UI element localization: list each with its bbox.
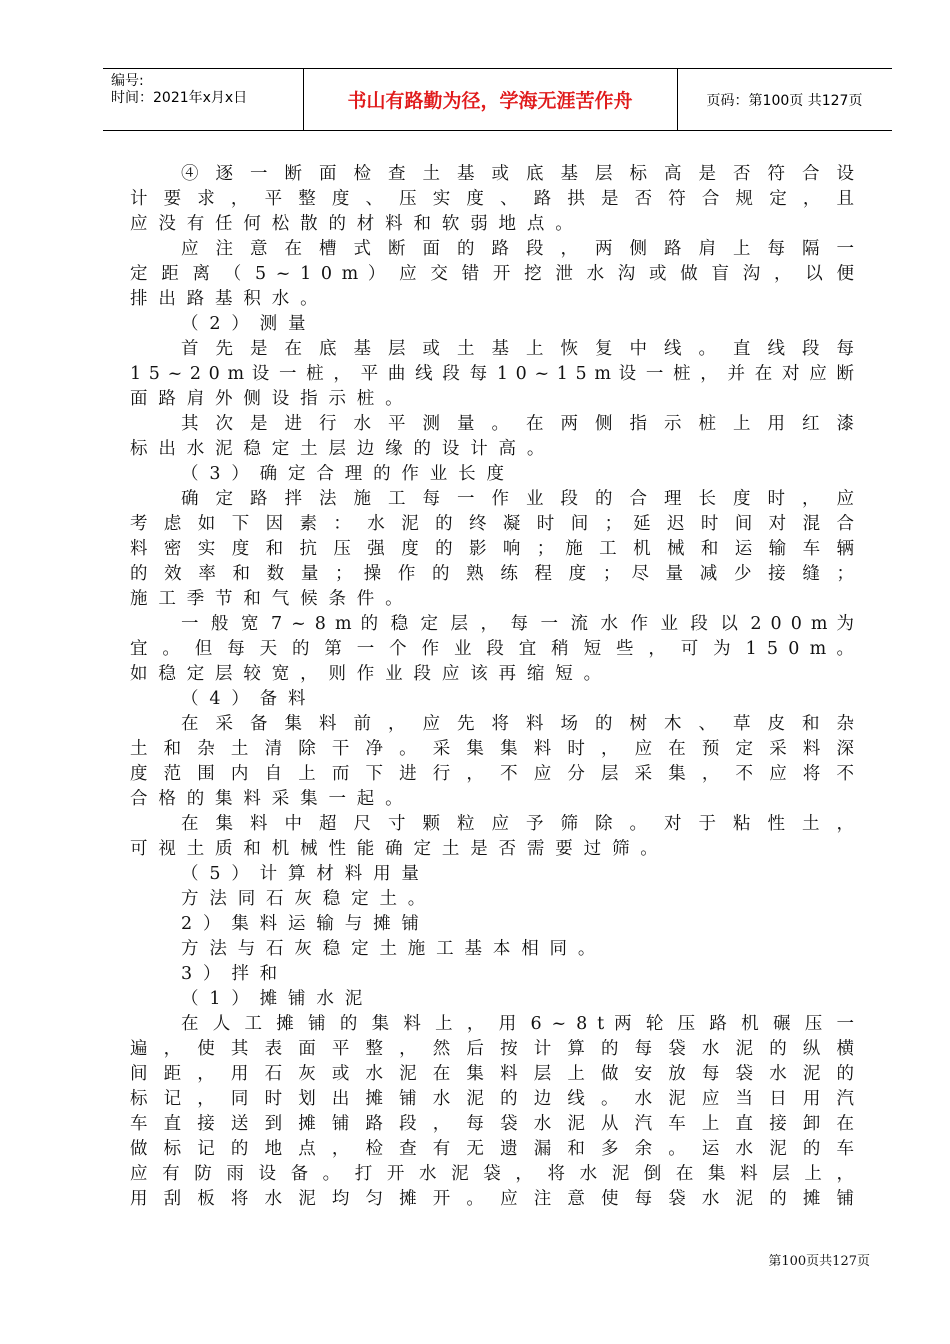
header-page-label: 页码：第100页 共127页 <box>706 92 863 109</box>
text-line: 料 密 实 度 和 抗 压 强 度 的 影 响 ； 施 工 机 械 和 运 输 车 辆 <box>130 539 854 559</box>
text-line: 1 5 ~ 2 0 m 设 一 桩 ， 平 曲 线 段 每 1 0 ~ 1 5 m 设 一 桩 ， 并 在 对 应 断 <box>130 364 854 384</box>
text-line: （2）测量 <box>181 314 317 334</box>
text-line: 可视土质和机械性能确定土是否需要过筛。 <box>130 839 669 859</box>
page-header <box>103 68 892 131</box>
text-line: 其 次 是 进 行 水 平 测 量 。 在 两 侧 指 示 桩 上 用 红 漆 <box>181 414 854 434</box>
text-line: 2）集料运输与摊铺 <box>181 914 430 934</box>
text-line: 标出水泥稳定土层边缘的设计高。 <box>130 439 556 459</box>
text-line: 合格的集料采集一起。 <box>130 789 414 809</box>
header-meta <box>111 73 301 107</box>
text-line: 排出路基积水。 <box>130 289 329 309</box>
text-line: 应 注 意 在 槽 式 断 面 的 路 段 ， 两 侧 路 肩 上 每 隔 一 <box>181 239 854 259</box>
text-line: 一 般 宽 7 ~ 8 m 的 稳 定 层 ， 每 一 流 水 作 业 段 以 2 0 0 m 为 <box>181 614 854 634</box>
text-line: 如稳定层较宽，则作业段应该再缩短。 <box>130 664 612 684</box>
text-line: 用 刮 板 将 水 泥 均 匀 摊 开 。 应 注 意 使 每 袋 水 泥 的 摊 铺 <box>130 1189 854 1209</box>
text-line: 车 直 接 送 到 摊 铺 路 段 ， 每 袋 水 泥 从 汽 车 上 直 接 卸 在 <box>130 1114 854 1134</box>
text-line: 土 和 杂 土 清 除 干 净 。 采 集 集 料 时 ， 应 在 预 定 采 料 深 <box>130 739 854 759</box>
text-line: 方法与石灰稳定土施工基本相同。 <box>181 939 607 959</box>
text-line: （1）摊铺水泥 <box>181 989 374 1009</box>
page-footer: 第100页共127页 <box>768 1254 870 1269</box>
text-line: 的 效 率 和 数 量 ； 操 作 的 熟 练 程 度 ； 尽 量 减 少 接 缝 ； <box>130 564 854 584</box>
document-body <box>130 162 854 1212</box>
text-line: 确 定 路 拌 法 施 工 每 一 作 业 段 的 合 理 长 度 时 ， 应 <box>181 489 854 509</box>
text-line: 定 距 离 （ 5 ~ 1 0 m ） 应 交 错 开 挖 泄 水 沟 或 做 盲 沟 ， 以 便 <box>130 264 854 284</box>
text-line: 3）拌和 <box>181 964 289 984</box>
text-line: 施工季节和气候条件。 <box>130 589 414 609</box>
text-line: ④ 逐 一 断 面 检 查 土 基 或 底 基 层 标 高 是 否 符 合 设 <box>181 164 854 184</box>
text-line: 宜 。 但 每 天 的 第 一 个 作 业 段 宜 稍 短 些 ， 可 为 1 5 0 m 。 <box>130 639 854 659</box>
number-label: 编号: <box>111 73 144 89</box>
text-line: 应没有任何松散的材料和软弱地点。 <box>130 214 584 234</box>
text-line: 在 人 工 摊 铺 的 集 料 上 ， 用 6 ~ 8 t 两 轮 压 路 机 碾 压 一 <box>181 1014 854 1034</box>
text-line: 方法同石灰稳定土。 <box>181 889 437 909</box>
text-line: 遍 ， 使 其 表 面 平 整 ， 然 后 按 计 算 的 每 袋 水 泥 的 纵 横 <box>130 1039 854 1059</box>
text-line: 做 标 记 的 地 点 ， 检 查 有 无 遗 漏 和 多 余 。 运 水 泥 的 车 <box>130 1139 854 1159</box>
header-motto: 书山有路勤为径，学海无涯苦作舟 <box>347 90 633 112</box>
text-line: 度 范 围 内 自 上 而 下 进 行 ， 不 应 分 层 采 集 ， 不 应 将 不 <box>130 764 854 784</box>
text-line: 在 采 备 集 料 前 ， 应 先 将 料 场 的 树 木 、 草 皮 和 杂 <box>181 714 854 734</box>
text-line: 考 虑 如 下 因 素 ： 水 泥 的 终 凝 时 间 ； 延 迟 时 间 对 混 合 <box>130 514 854 534</box>
text-line: 计 要 求 ， 平 整 度 、 压 实 度 、 路 拱 是 否 符 合 规 定 ， 且 <box>130 189 854 209</box>
text-line: （5）计算材料用量 <box>181 864 430 884</box>
text-line: （4）备料 <box>181 689 317 709</box>
text-line: 应 有 防 雨 设 备 。 打 开 水 泥 袋 ， 将 水 泥 倒 在 集 料 层 上 ， <box>130 1164 854 1184</box>
text-line: （3）确定合理的作业长度 <box>181 464 515 484</box>
text-line: 面路肩外侧设指示桩。 <box>130 389 414 409</box>
text-line: 在 集 料 中 超 尺 寸 颗 粒 应 予 筛 除 。 对 于 粘 性 土 ， <box>181 814 854 834</box>
time-label: 时间：2021年x月x日 <box>111 90 248 106</box>
text-line: 间 距 ， 用 石 灰 或 水 泥 在 集 料 层 上 做 安 放 每 袋 水 泥 的 <box>130 1064 854 1084</box>
text-line: 标 记 ， 同 时 划 出 摊 铺 水 泥 的 边 线 。 水 泥 应 当 日 用 汽 <box>130 1089 854 1109</box>
text-line: 首 先 是 在 底 基 层 或 土 基 上 恢 复 中 线 。 直 线 段 每 <box>181 339 854 359</box>
